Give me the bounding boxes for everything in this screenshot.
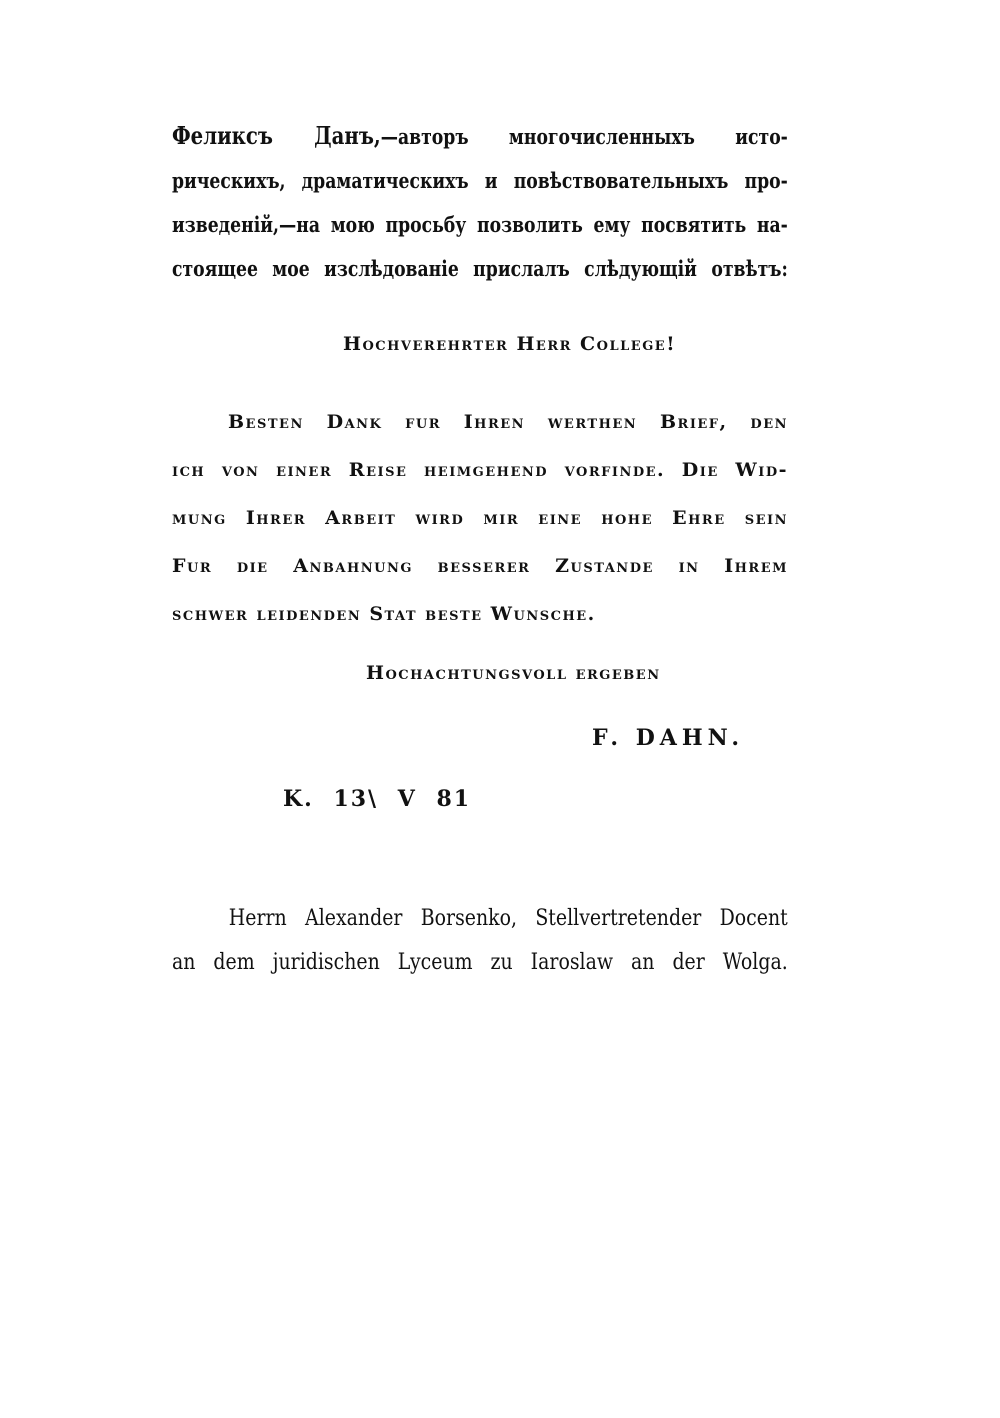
author-name: Феликсъ Данъ, — [172, 121, 381, 150]
letter-dateline: K. 13\ V 81 — [283, 786, 472, 812]
intro-line-1: Феликсъ Данъ,—авторъ многочисленныхъ исто- — [172, 121, 788, 150]
letter-line-4: Fur die Anbahnung besserer Zustande in Ihrem — [172, 555, 788, 577]
letter-line-5: schwer leidenden Stat beste Wunsche. — [172, 603, 596, 625]
intro-line-2: рическихъ, драматическихъ и повѣствовательныхъ про- — [172, 168, 788, 193]
letter-body — [172, 398, 788, 638]
letter-line-1: Besten Dank fur Ihren werthen Brief, den — [228, 411, 788, 433]
intro-paragraph — [172, 114, 788, 291]
address-paragraph — [172, 897, 788, 985]
letter-signature: F. DAHN. — [592, 725, 745, 751]
address-line-1: Herrn Alexander Borsenko, Stellvertretender Docent — [228, 906, 788, 931]
letter-closing: Hochachtungsvoll ergeben — [366, 662, 661, 684]
intro-line-3: изведеній,—на мою просьбу позволить ему посвятить на- — [172, 212, 788, 237]
letter-salutation: Hochverehrter Herr College! — [343, 333, 677, 355]
letter-line-3: mung Ihrer Arbeit wird mir eine hohe Ehre sein — [172, 507, 788, 529]
letter-line-2: ich von einer Reise heimgehend vorfinde. Die Wid- — [172, 459, 788, 481]
intro-line-4: стоящее мое изслѣдованіе прислалъ слѣдующій отвѣтъ: — [172, 256, 788, 281]
address-line-2: an dem juridischen Lyceum zu Iaroslaw an der Wolga. — [172, 950, 788, 975]
